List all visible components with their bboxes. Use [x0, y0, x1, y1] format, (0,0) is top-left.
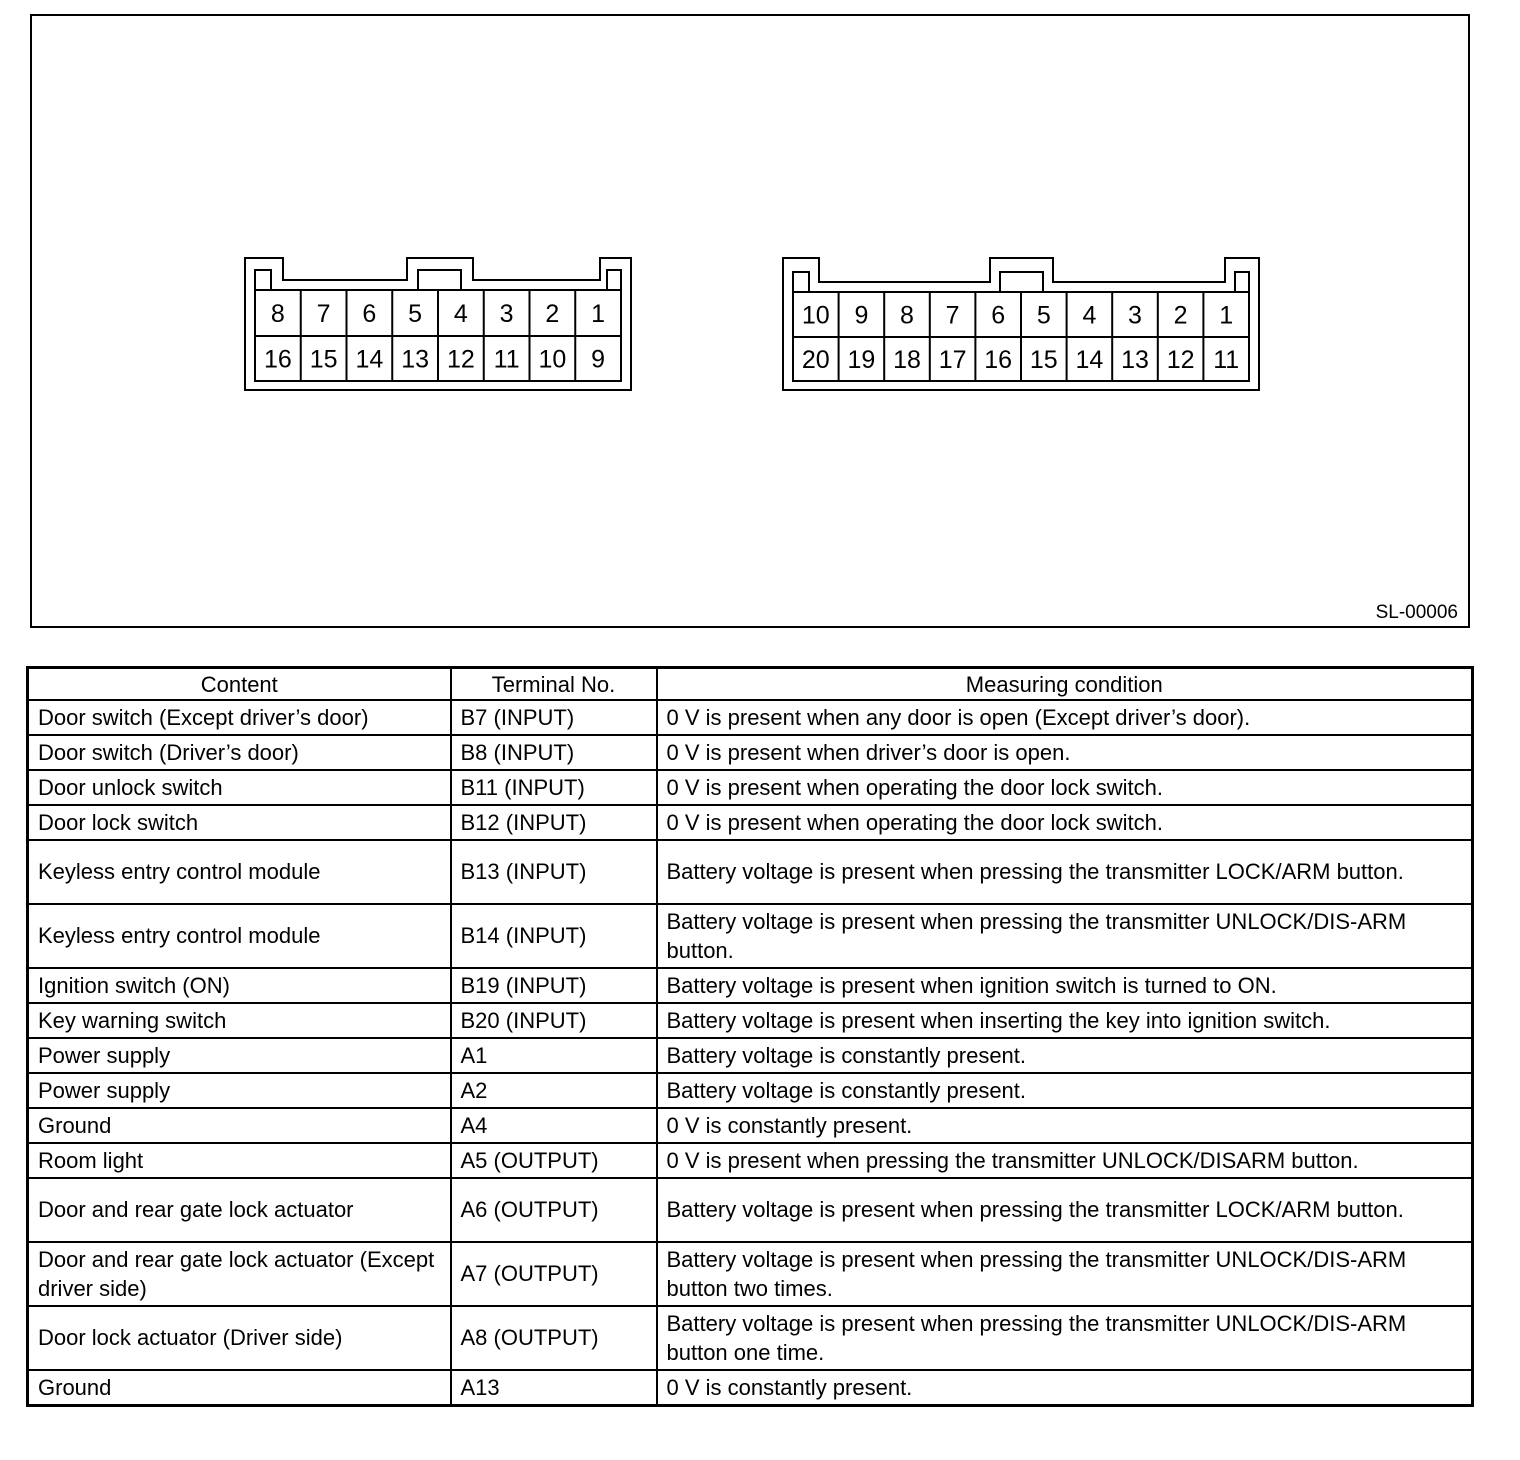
header-terminal-no: Terminal No.: [451, 668, 657, 701]
connector-a-pin-label: 15: [1029, 346, 1058, 374]
connector-b-pin-label: 12: [446, 345, 475, 374]
connector-a-pin-label: 2: [1173, 301, 1188, 330]
condition-cell: 0 V is present when pressing the transmitter UNLOCK/DISARM button.: [657, 1143, 1473, 1178]
connector-b-pin-label: 13: [401, 345, 430, 374]
terminal-cell: A13: [451, 1370, 657, 1406]
connector-b-pin-label: 6: [362, 300, 377, 328]
connector-b-pin-label: 1: [591, 300, 606, 328]
condition-cell: 0 V is constantly present.: [657, 1108, 1473, 1143]
content-cell: Keyless entry control module: [28, 840, 451, 904]
terminal-cell: B19 (INPUT): [451, 968, 657, 1003]
terminal-cell: A2: [451, 1073, 657, 1108]
table-row: [28, 700, 1473, 735]
figure-reference-code: SL-00006: [1375, 602, 1458, 623]
condition-cell: 0 V is present when any door is open (Except driver’s door).: [657, 700, 1473, 735]
connector-a-pin-label: 11: [1213, 346, 1240, 374]
table-row: [28, 1073, 1473, 1108]
table-row: [28, 840, 1473, 904]
content-cell: Power supply: [28, 1038, 451, 1073]
content-cell: Door lock actuator (Driver side): [28, 1306, 451, 1370]
table-row: [28, 1143, 1473, 1178]
connector-a-pin-label: 19: [847, 346, 876, 374]
connector-drawing: [32, 16, 1468, 626]
content-cell: Room light: [28, 1143, 451, 1178]
connector-a-pin-label: 17: [938, 346, 967, 374]
content-cell: Power supply: [28, 1073, 451, 1108]
connector-a-pin-label: 6: [991, 301, 1006, 330]
connector-b-pin-label: 3: [499, 300, 514, 328]
connector-a-pin-label: 3: [1128, 301, 1142, 330]
condition-cell: Battery voltage is present when pressing the transmitter UNLOCK/DIS-ARM button.: [657, 904, 1473, 968]
connector-b-pin-label: 11: [493, 345, 520, 374]
content-cell: Door and rear gate lock actuator: [28, 1178, 451, 1242]
terminal-cell: B11 (INPUT): [451, 770, 657, 805]
connector-a-pin-label: 7: [945, 301, 960, 330]
connector-a-pin-label: 5: [1036, 301, 1051, 330]
content-cell: Door and rear gate lock actuator (Except driver side): [28, 1242, 451, 1306]
connector-b-pin-label: 16: [263, 345, 292, 374]
connector-a-pin-label: 8: [900, 301, 914, 330]
terminal-cell: B13 (INPUT): [451, 840, 657, 904]
table-row: [28, 968, 1473, 1003]
connector-a-pin-label: 18: [893, 346, 921, 374]
connector-b-pin-label: 9: [591, 345, 606, 374]
terminal-cell: B7 (INPUT): [451, 700, 657, 735]
connector-b-pin-label: 7: [316, 300, 331, 328]
condition-cell: Battery voltage is present when pressing the transmitter LOCK/ARM button.: [657, 840, 1473, 904]
terminal-cell: B20 (INPUT): [451, 1003, 657, 1038]
content-cell: Door lock switch: [28, 805, 451, 840]
connector-diagram: [30, 14, 1470, 628]
content-cell: Ground: [28, 1108, 451, 1143]
condition-cell: Battery voltage is constantly present.: [657, 1038, 1473, 1073]
table-row: [28, 1242, 1473, 1306]
connector-a-pin-label: 16: [984, 346, 1013, 374]
content-cell: Door switch (Driver’s door): [28, 735, 451, 770]
condition-cell: Battery voltage is constantly present.: [657, 1073, 1473, 1108]
condition-cell: 0 V is present when operating the door lock switch.: [657, 770, 1473, 805]
condition-cell: Battery voltage is present when inserting the key into ignition switch.: [657, 1003, 1473, 1038]
table-row: [28, 735, 1473, 770]
terminal-cell: A5 (OUTPUT): [451, 1143, 657, 1178]
connector-b-pin-label: 10: [538, 345, 567, 374]
condition-cell: 0 V is present when driver’s door is open.: [657, 735, 1473, 770]
connector-a-pin-label: 14: [1075, 346, 1104, 374]
connector-b-pin-label: 4: [453, 300, 468, 328]
content-cell: Door switch (Except driver’s door): [28, 700, 451, 735]
terminal-cell: A8 (OUTPUT): [451, 1306, 657, 1370]
condition-cell: Battery voltage is present when ignition switch is turned to ON.: [657, 968, 1473, 1003]
condition-cell: Battery voltage is present when pressing the transmitter LOCK/ARM button.: [657, 1178, 1473, 1242]
table-row: [28, 1370, 1473, 1406]
connector-b-pin-label: 8: [270, 300, 285, 328]
table-row: [28, 1038, 1473, 1073]
connector-a-pin-label: 4: [1082, 301, 1097, 330]
connector-a-pin-label: 9: [854, 301, 869, 330]
table-header-row: [28, 668, 1473, 701]
content-cell: Ground: [28, 1370, 451, 1406]
terminal-cell: B12 (INPUT): [451, 805, 657, 840]
condition-cell: 0 V is constantly present.: [657, 1370, 1473, 1406]
connector-b-pin-label: 2: [545, 300, 560, 328]
connector-a-pin-label: 10: [801, 301, 830, 330]
table-row: [28, 1003, 1473, 1038]
terminal-cell: A6 (OUTPUT): [451, 1178, 657, 1242]
terminal-cell: B14 (INPUT): [451, 904, 657, 968]
terminal-cell: A7 (OUTPUT): [451, 1242, 657, 1306]
terminal-cell: A1: [451, 1038, 657, 1073]
header-content: Content: [28, 668, 451, 701]
table-row: [28, 1178, 1473, 1242]
content-cell: Ignition switch (ON): [28, 968, 451, 1003]
table-row: [28, 904, 1473, 968]
connector-b-pin-label: 14: [355, 345, 384, 374]
table-row: [28, 1108, 1473, 1143]
condition-cell: Battery voltage is present when pressing the transmitter UNLOCK/DIS-ARM button two times.: [657, 1242, 1473, 1306]
table-row: [28, 1306, 1473, 1370]
connector-a-pin-label: 1: [1219, 301, 1234, 330]
terminal-table: [26, 666, 1474, 1407]
terminal-cell: A4: [451, 1108, 657, 1143]
connector-a-pin-label: 13: [1121, 346, 1149, 374]
terminal-cell: B8 (INPUT): [451, 735, 657, 770]
content-cell: Keyless entry control module: [28, 904, 451, 968]
table-row: [28, 805, 1473, 840]
connector-b-pin-label: 5: [408, 300, 423, 328]
connector-b-pin-label: 15: [309, 345, 338, 374]
condition-cell: 0 V is present when operating the door lock switch.: [657, 805, 1473, 840]
header-measuring-condition: Measuring condition: [657, 668, 1473, 701]
condition-cell: Battery voltage is present when pressing the transmitter UNLOCK/DIS-ARM button one time.: [657, 1306, 1473, 1370]
content-cell: Key warning switch: [28, 1003, 451, 1038]
content-cell: Door unlock switch: [28, 770, 451, 805]
connector-a-pin-label: 20: [801, 346, 830, 374]
table-row: [28, 770, 1473, 805]
connector-a-pin-label: 12: [1166, 346, 1195, 374]
